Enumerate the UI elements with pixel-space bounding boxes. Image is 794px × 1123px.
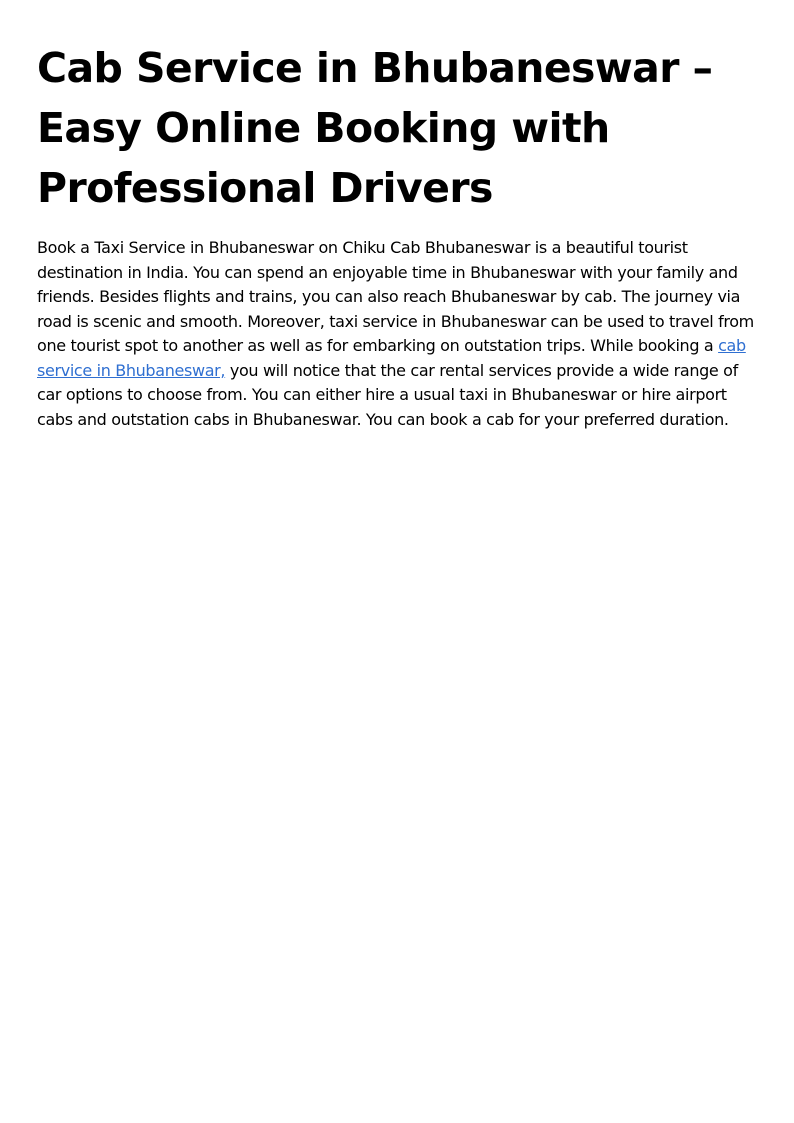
paragraph-text-before-link: Book a Taxi Service in Bhubaneswar on Chiku Cab Bhubaneswar is a beautiful tourist destination in India. You can spend an enjoyable time in Bhubaneswar with your family and friends. Besides flights and trains, you can also reach Bhubaneswar by cab. The journey via road is scenic and smooth. Moreover, taxi service in Bhubaneswar can be used to travel from one tourist spot to another as well as for embarking on outstation trips. While booking a (37, 238, 754, 355)
paragraph-text-after-link: you will notice that the car rental services provide a wide range of car options to choose from. You can either hire a usual taxi in Bhubaneswar or hire airport cabs and outstation cabs in Bhubaneswar. You can book a cab for your preferred duration. (37, 360, 738, 429)
body-paragraph (37, 236, 757, 432)
page-title: Cab Service in Bhubaneswar – Easy Online Booking with Professional Drivers (37, 44, 713, 212)
document-page (37, 38, 757, 432)
cab-service-link[interactable]: cab service in Bhubaneswar, (37, 336, 746, 380)
